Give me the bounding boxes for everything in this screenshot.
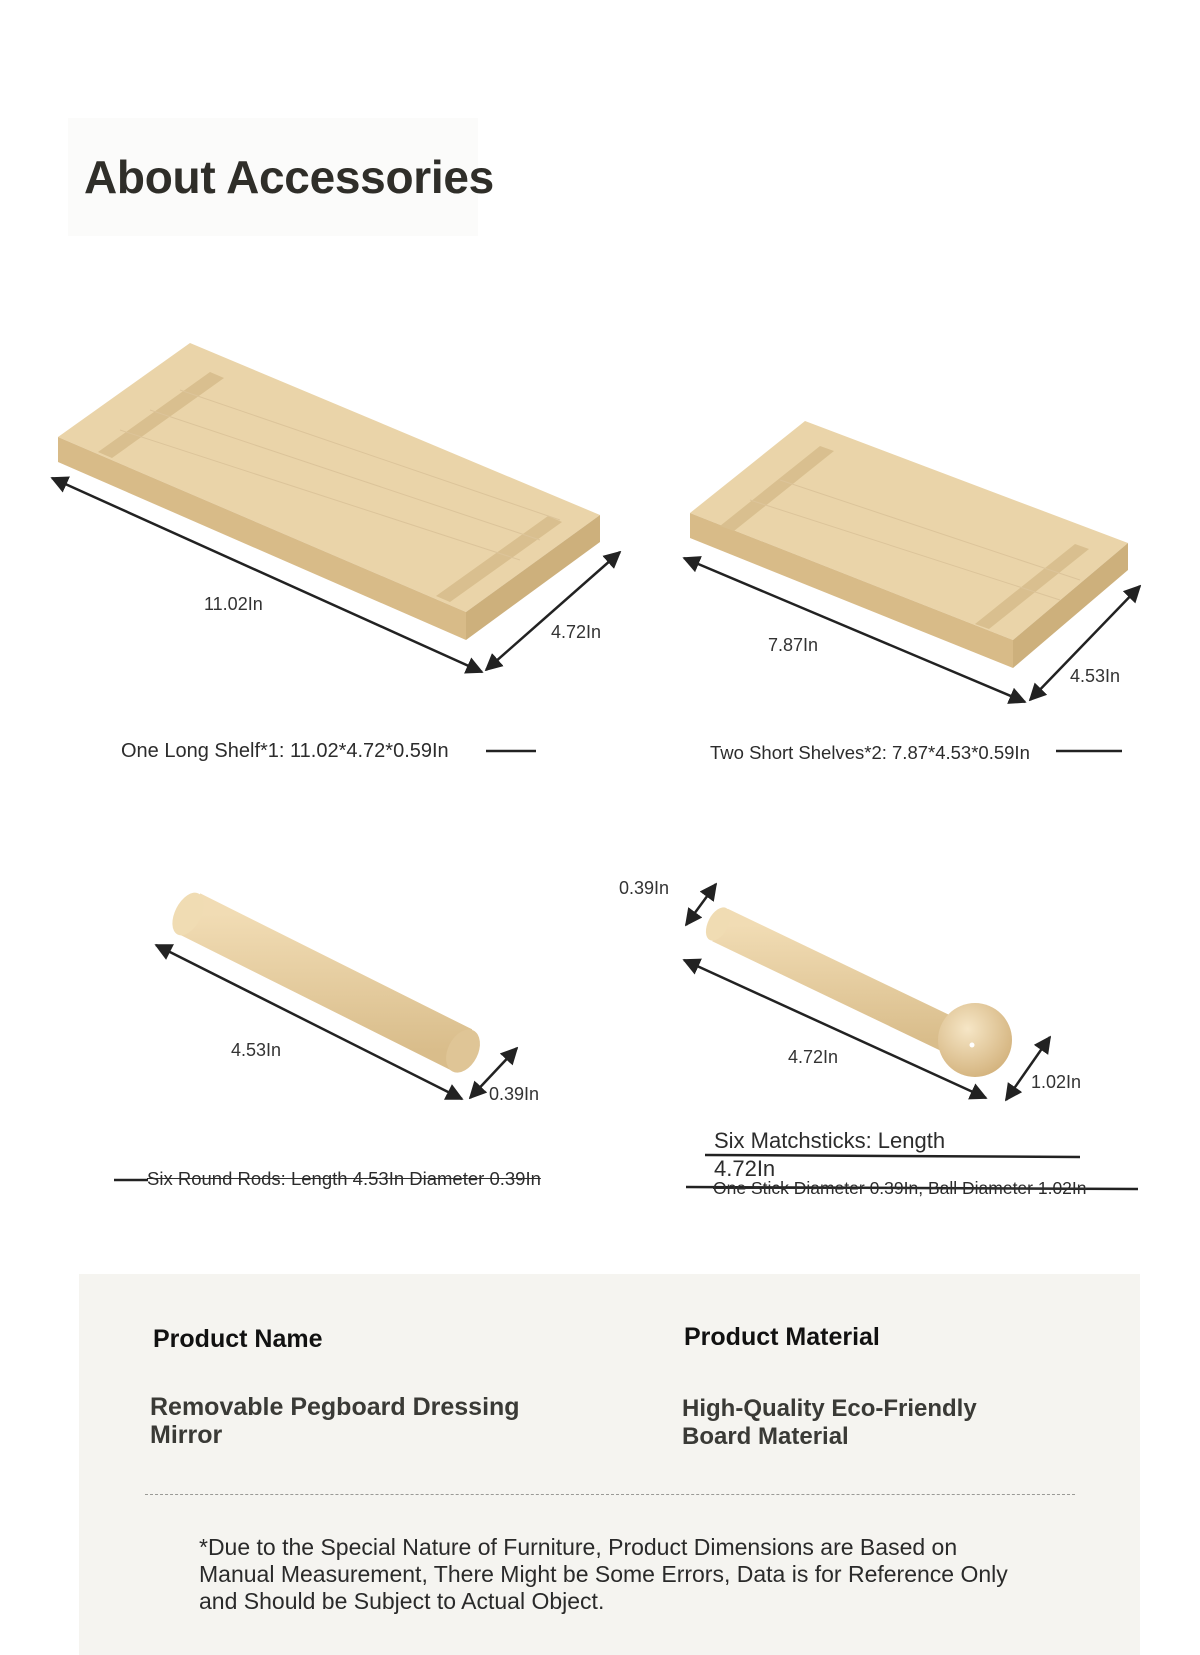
- long-shelf-length-label: 11.02In: [204, 594, 263, 614]
- matchstick-stick-diameter-label: 0.39In: [619, 878, 670, 898]
- page-title: About Accessories: [84, 151, 494, 203]
- short-shelf-image: [690, 421, 1128, 668]
- matchstick-length-label: 4.72In: [788, 1047, 839, 1067]
- short-shelf-length-label: 7.87In: [768, 635, 819, 655]
- product-name-value: Removable Pegboard Dressing Mirror: [150, 1393, 520, 1449]
- round-rod-image: [166, 888, 487, 1079]
- spec-divider: [145, 1494, 1075, 1495]
- round-rod-diameter-label: 0.39In: [489, 1084, 540, 1104]
- product-material-label: Product Material: [684, 1323, 880, 1351]
- measurement-disclaimer: *Due to the Special Nature of Furniture, Product Dimensions are Based on Manual Measurement, There Might be Some Errors, Data is for Reference Only and Should be Subject to Actual Object.: [199, 1534, 1008, 1614]
- matchstick-caption-line3: One Stick Diameter 0.39In, Ball Diameter 1.02In: [713, 1178, 1087, 1198]
- product-name-label: Product Name: [153, 1325, 323, 1353]
- matchstick-caption-line1: Six Matchsticks: Length: [714, 1128, 946, 1153]
- long-shelf-caption: One Long Shelf*1: 11.02*4.72*0.59In: [121, 740, 449, 762]
- matchstick-ball-diameter-label: 1.02In: [1031, 1072, 1082, 1092]
- short-shelf-width-label: 4.53In: [1070, 666, 1121, 686]
- short-shelf-caption: Two Short Shelves*2: 7.87*4.53*0.59In: [710, 742, 1030, 763]
- round-rod-caption: Six Round Rods: Length 4.53In Diameter 0.39In: [147, 1168, 541, 1189]
- round-rod-length-label: 4.53In: [231, 1040, 282, 1060]
- product-material-value: High-Quality Eco-Friendly Board Material: [682, 1395, 977, 1450]
- long-shelf-image: [58, 343, 600, 640]
- matchstick-caption-line2: 4.72In: [714, 1156, 776, 1181]
- long-shelf-width-label: 4.72In: [551, 622, 602, 642]
